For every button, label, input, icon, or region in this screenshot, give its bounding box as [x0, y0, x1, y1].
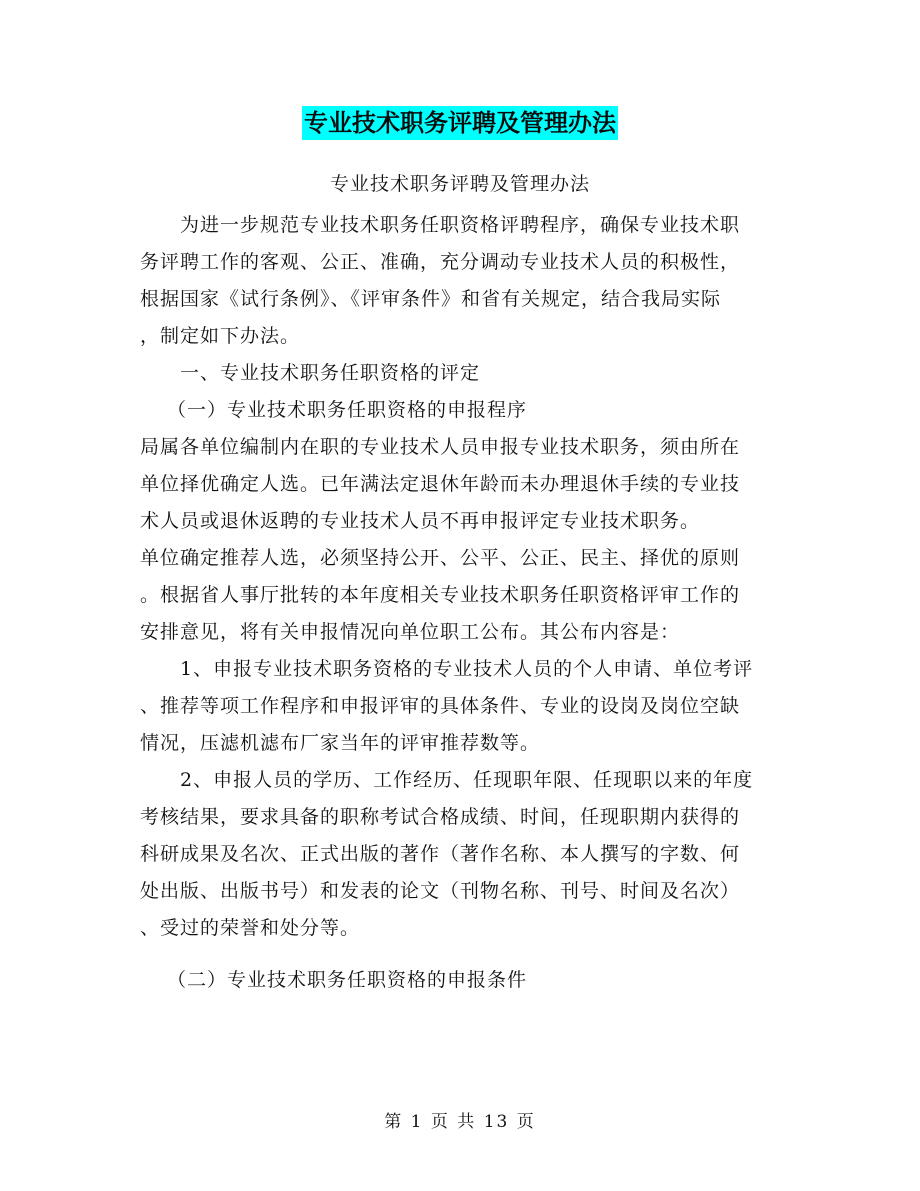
body-line: （二）专业技术职务任职资格的申报条件: [140, 969, 528, 991]
body-line: 单位择优确定人选。已年满法定退休年龄而未办理退休手续的专业技: [140, 473, 741, 495]
body-line: 。根据省人事厅批转的本年度相关专业技术职务任职资格评审工作的: [140, 584, 741, 606]
body-line: （一）专业技术职务任职资格的申报程序: [140, 399, 528, 421]
body-line: 处出版、出版书号）和发表的论文（刊物名称、刊号、时间及名次）: [140, 880, 741, 902]
title-container: [0, 106, 920, 140]
body-line: 考核结果，要求具备的职称考试合格成绩、时间，任现职期内获得的: [140, 806, 741, 828]
body-line: 为进一步规范专业技术职务任职资格评聘程序，确保专业技术职: [140, 214, 741, 236]
page-footer: 第 1 页 共 13 页: [384, 1112, 536, 1132]
document-subtitle: 专业技术职务评聘及管理办法: [329, 173, 590, 195]
body-line: 单位确定推荐人选，必须坚持公开、公平、公正、民主、择优的原则: [140, 547, 741, 569]
body-line: 、推荐等项工作程序和申报评审的具体条件、专业的设岗及岗位空缺: [140, 695, 741, 717]
body-line: 情况，压滤机滤布厂家当年的评审推荐数等。: [140, 732, 541, 754]
body-line: 安排意见，将有关申报情况向单位职工公布。其公布内容是：: [140, 621, 681, 643]
body-line: 2、申报人员的学历、工作经历、任现职年限、任现职以来的年度: [140, 769, 754, 791]
body-line: 务评聘工作的客观、公正、准确，充分调动专业技术人员的积极性，: [140, 251, 741, 273]
body-line: 一、专业技术职务任职资格的评定: [140, 362, 481, 384]
body-line: ，制定如下办法。: [140, 325, 301, 347]
document-body: [140, 207, 780, 999]
document-title: 专业技术职务评聘及管理办法: [302, 106, 618, 140]
body-line: 根据国家《试行条例》、《评审条件》和省有关规定，结合我局实际: [140, 288, 722, 310]
body-line: 科研成果及名次、正式出版的著作（著作名称、本人撰写的字数、何: [140, 843, 741, 865]
body-line: 术人员或退休返聘的专业技术人员不再申报评定专业技术职务。: [140, 510, 701, 532]
body-line: 1、申报专业技术职务资格的专业技术人员的个人申请、单位考评: [140, 658, 754, 680]
body-line: 局属各单位编制内在职的专业技术人员申报专业技术职务，须由所在: [140, 436, 741, 458]
body-line: 、受过的荣誉和处分等。: [140, 917, 361, 939]
